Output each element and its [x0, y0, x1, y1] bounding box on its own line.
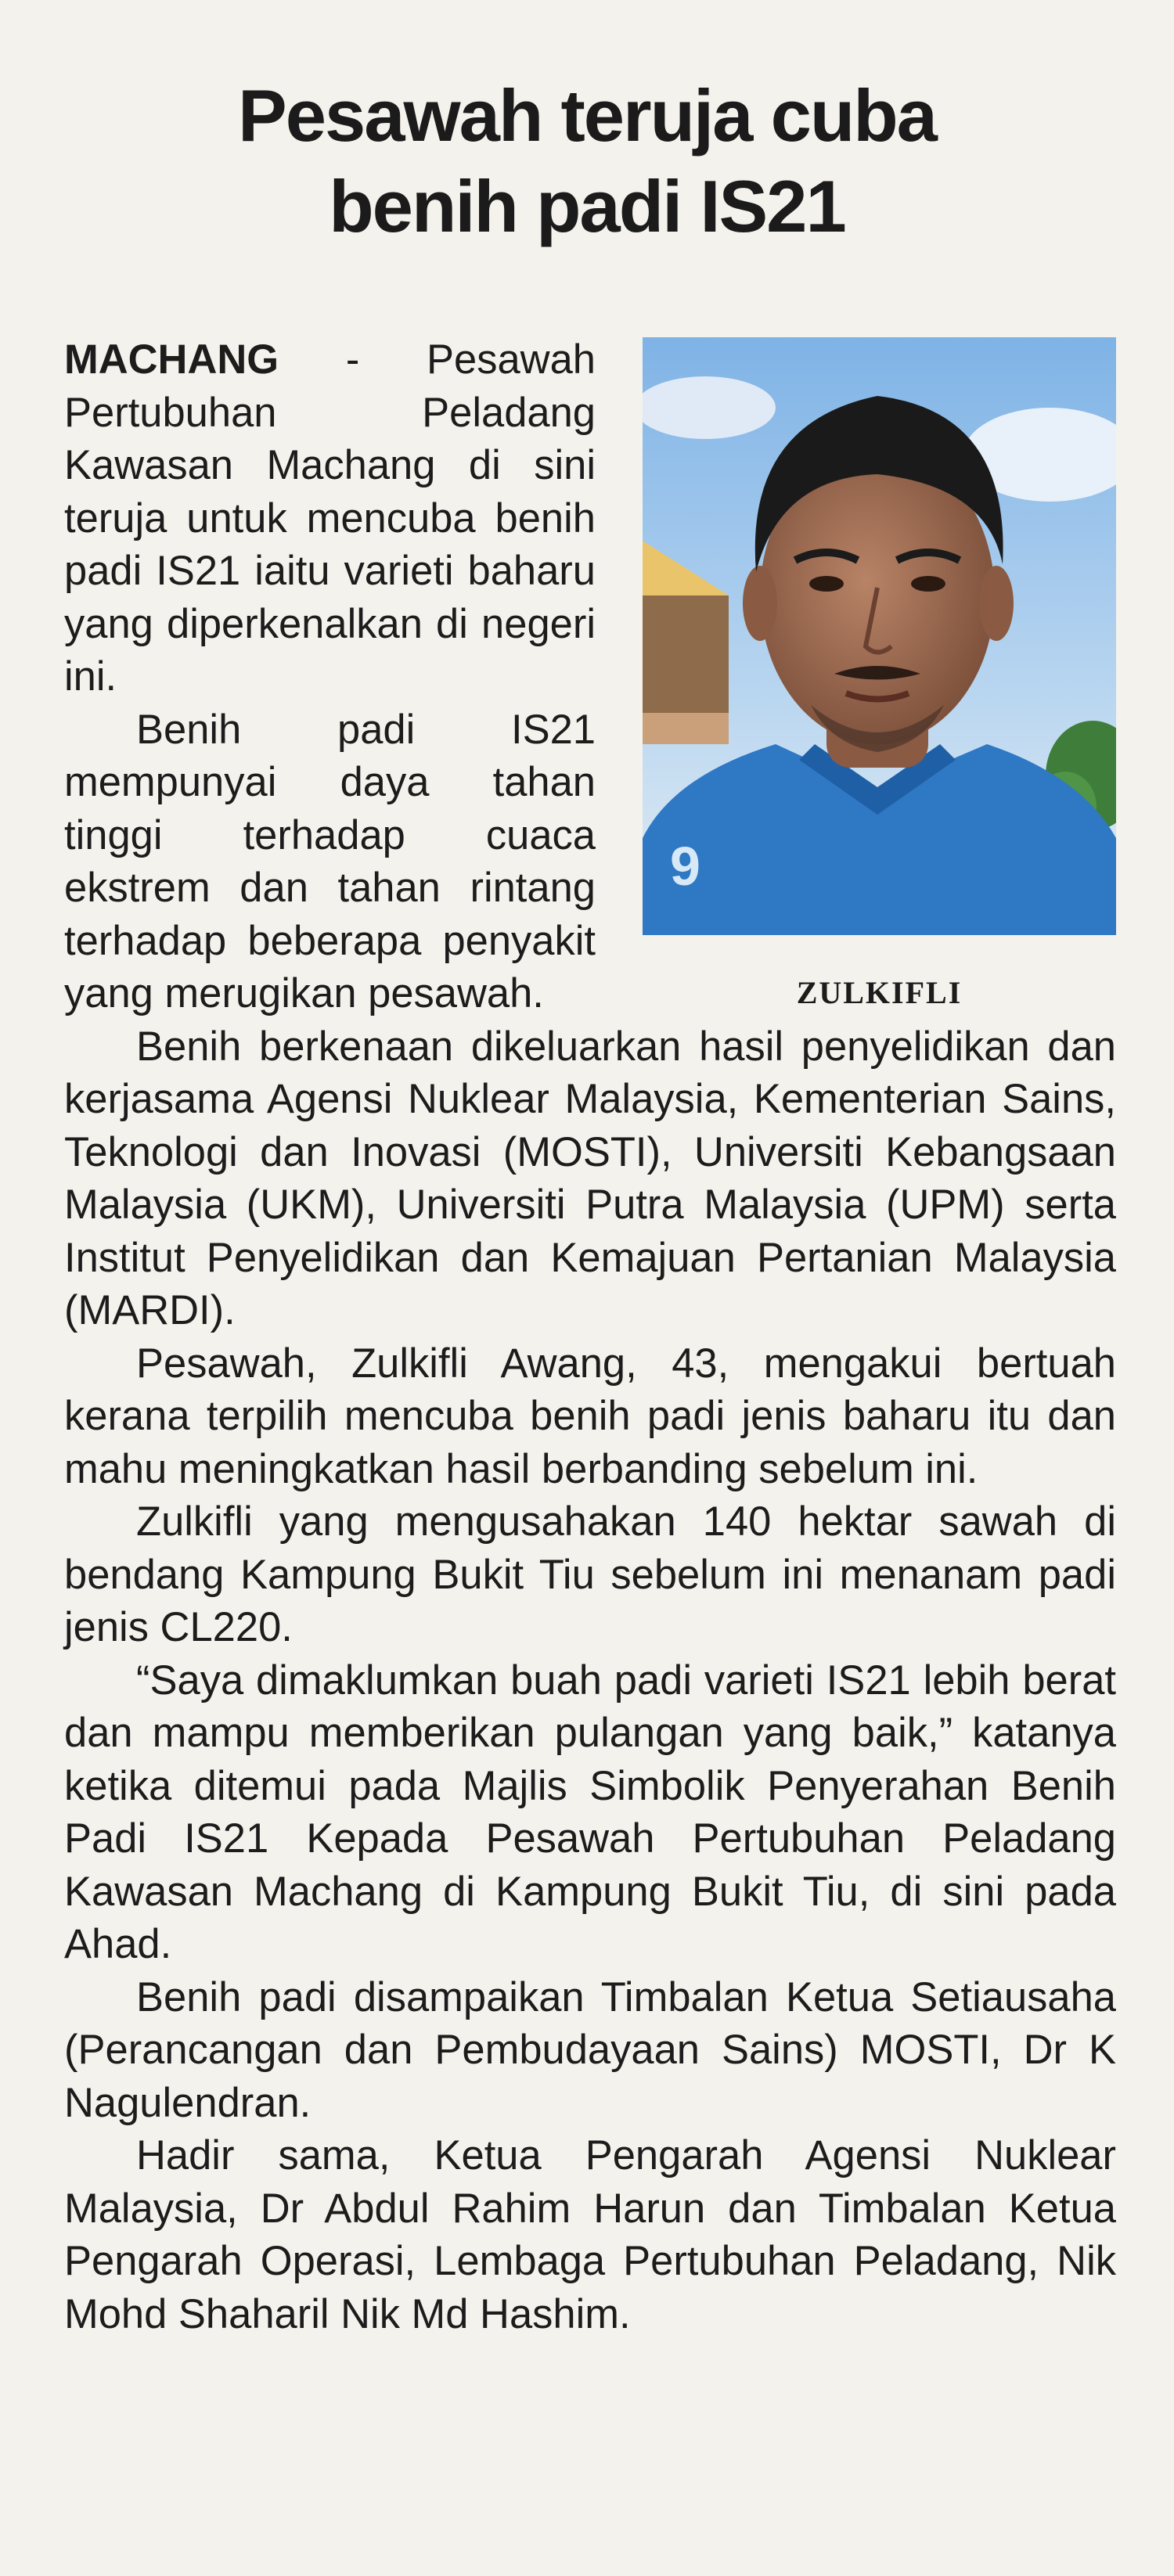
paragraph-3: Benih berkenaan dikeluarkan hasil penyelidikan dan kerjasama Agensi Nuklear Malaysia, Kementerian Sains, Teknologi dan Inovasi (MOSTI), Universiti Kebangsaan Malaysia (UKM), Universiti Putra Malaysia (UPM) serta Institut Penyelidikan dan Kemajuan Pertanian Malaysia (MARDI).	[64, 1023, 1116, 1333]
paragraph-7: Benih padi disampaikan Timbalan Ketua Setiausaha (Perancangan dan Pembudayaan Sains) MOSTI, Dr K Nagulendran.	[64, 1973, 1116, 2126]
paragraph-6: “Saya dimaklumkan buah padi varieti IS21 lebih berat dan mampu memberikan pulangan yang baik,” katanya ketika ditemui pada Majlis Simbolik Penyerahan Benih Padi IS21 Kepada Pesawah Pertubuhan Peladang Kawasan Machang di Kampung Bukit Tiu, di sini pada Ahad.	[64, 1657, 1116, 1967]
shirt-logo: 9	[670, 836, 700, 897]
paragraph-5: Zulkifli yang mengusahakan 140 hektar sawah di bendang Kampung Bukit Tiu sebelum ini menanam padi jenis CL220.	[64, 1498, 1116, 1650]
paragraph-1-text: Pesawah Pertubuhan Peladang Kawasan Machang di sini teruja untuk mencuba benih padi IS21 iaitu varieti baharu yang diperkenalkan di negeri ini.	[64, 336, 596, 700]
right-eye	[911, 576, 945, 592]
headline-line-1: Pesawah teruja cuba	[238, 74, 936, 157]
portrait-photo	[643, 337, 1116, 935]
right-ear	[979, 566, 1014, 641]
dateline-separator: -	[279, 336, 427, 383]
photo-caption: ZULKIFLI	[796, 975, 963, 1010]
left-ear	[743, 566, 777, 641]
paragraph-2: Benih padi IS21 mempunyai daya tahan tinggi terhadap cuaca ekstrem dan tahan rintang terhadap beberapa penyakit yang merugikan pesawah.	[64, 706, 596, 1016]
left-eye	[809, 576, 844, 592]
paragraph-4: Pesawah, Zulkifli Awang, 43, mengakui bertuah kerana terpilih mencuba benih padi jenis baharu itu dan mahu meningkatkan hasil berbanding sebelum ini.	[64, 1340, 1116, 1492]
headline	[0, 70, 1174, 252]
paragraph-8: Hadir sama, Ketua Pengarah Agensi Nuklear Malaysia, Dr Abdul Rahim Harun dan Timbalan Ketua Pengarah Operasi, Lembaga Pertubuhan Peladang, Nik Mohd Shaharil Nik Md Hashim.	[64, 2132, 1116, 2337]
dateline: MACHANG	[64, 336, 279, 383]
photo-figure	[643, 337, 1116, 1013]
article-body	[64, 333, 1116, 2340]
headline-line-2: benih padi IS21	[329, 165, 845, 247]
